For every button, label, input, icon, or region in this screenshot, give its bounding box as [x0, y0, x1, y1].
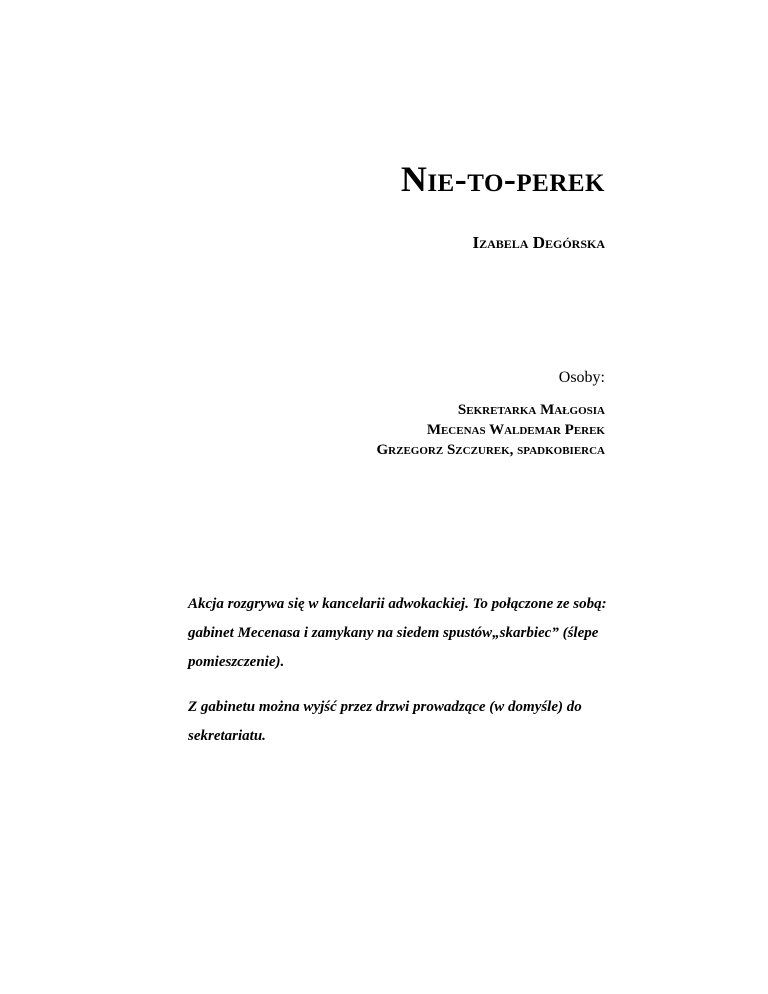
stage-direction-paragraph: Akcja rozgrywa się w kancelarii adwokackiej. To połączone ze sobą: gabinet Mecenasa i zamykany na siedem spustów„skarbiec” (ślepe pomieszczenie). — [188, 596, 607, 670]
stage-directions — [188, 590, 628, 767]
cast-member: Mecenas Waldemar Perek — [426, 422, 605, 438]
stage-direction-paragraph: Z gabinetu można wyjść przez drzwi prowadzące (w domyśle) do sekretariatu. — [188, 699, 582, 744]
cast-member: Grzegorz Szczurek, spadkobierca — [376, 442, 605, 458]
cast-member: Sekretarka Małgosia — [457, 402, 605, 418]
cast-list — [377, 400, 605, 460]
cast-heading: Osoby: — [558, 369, 605, 386]
play-title: Nie-to-perek — [400, 159, 605, 199]
author-name: Izabela Degórska — [472, 233, 605, 252]
